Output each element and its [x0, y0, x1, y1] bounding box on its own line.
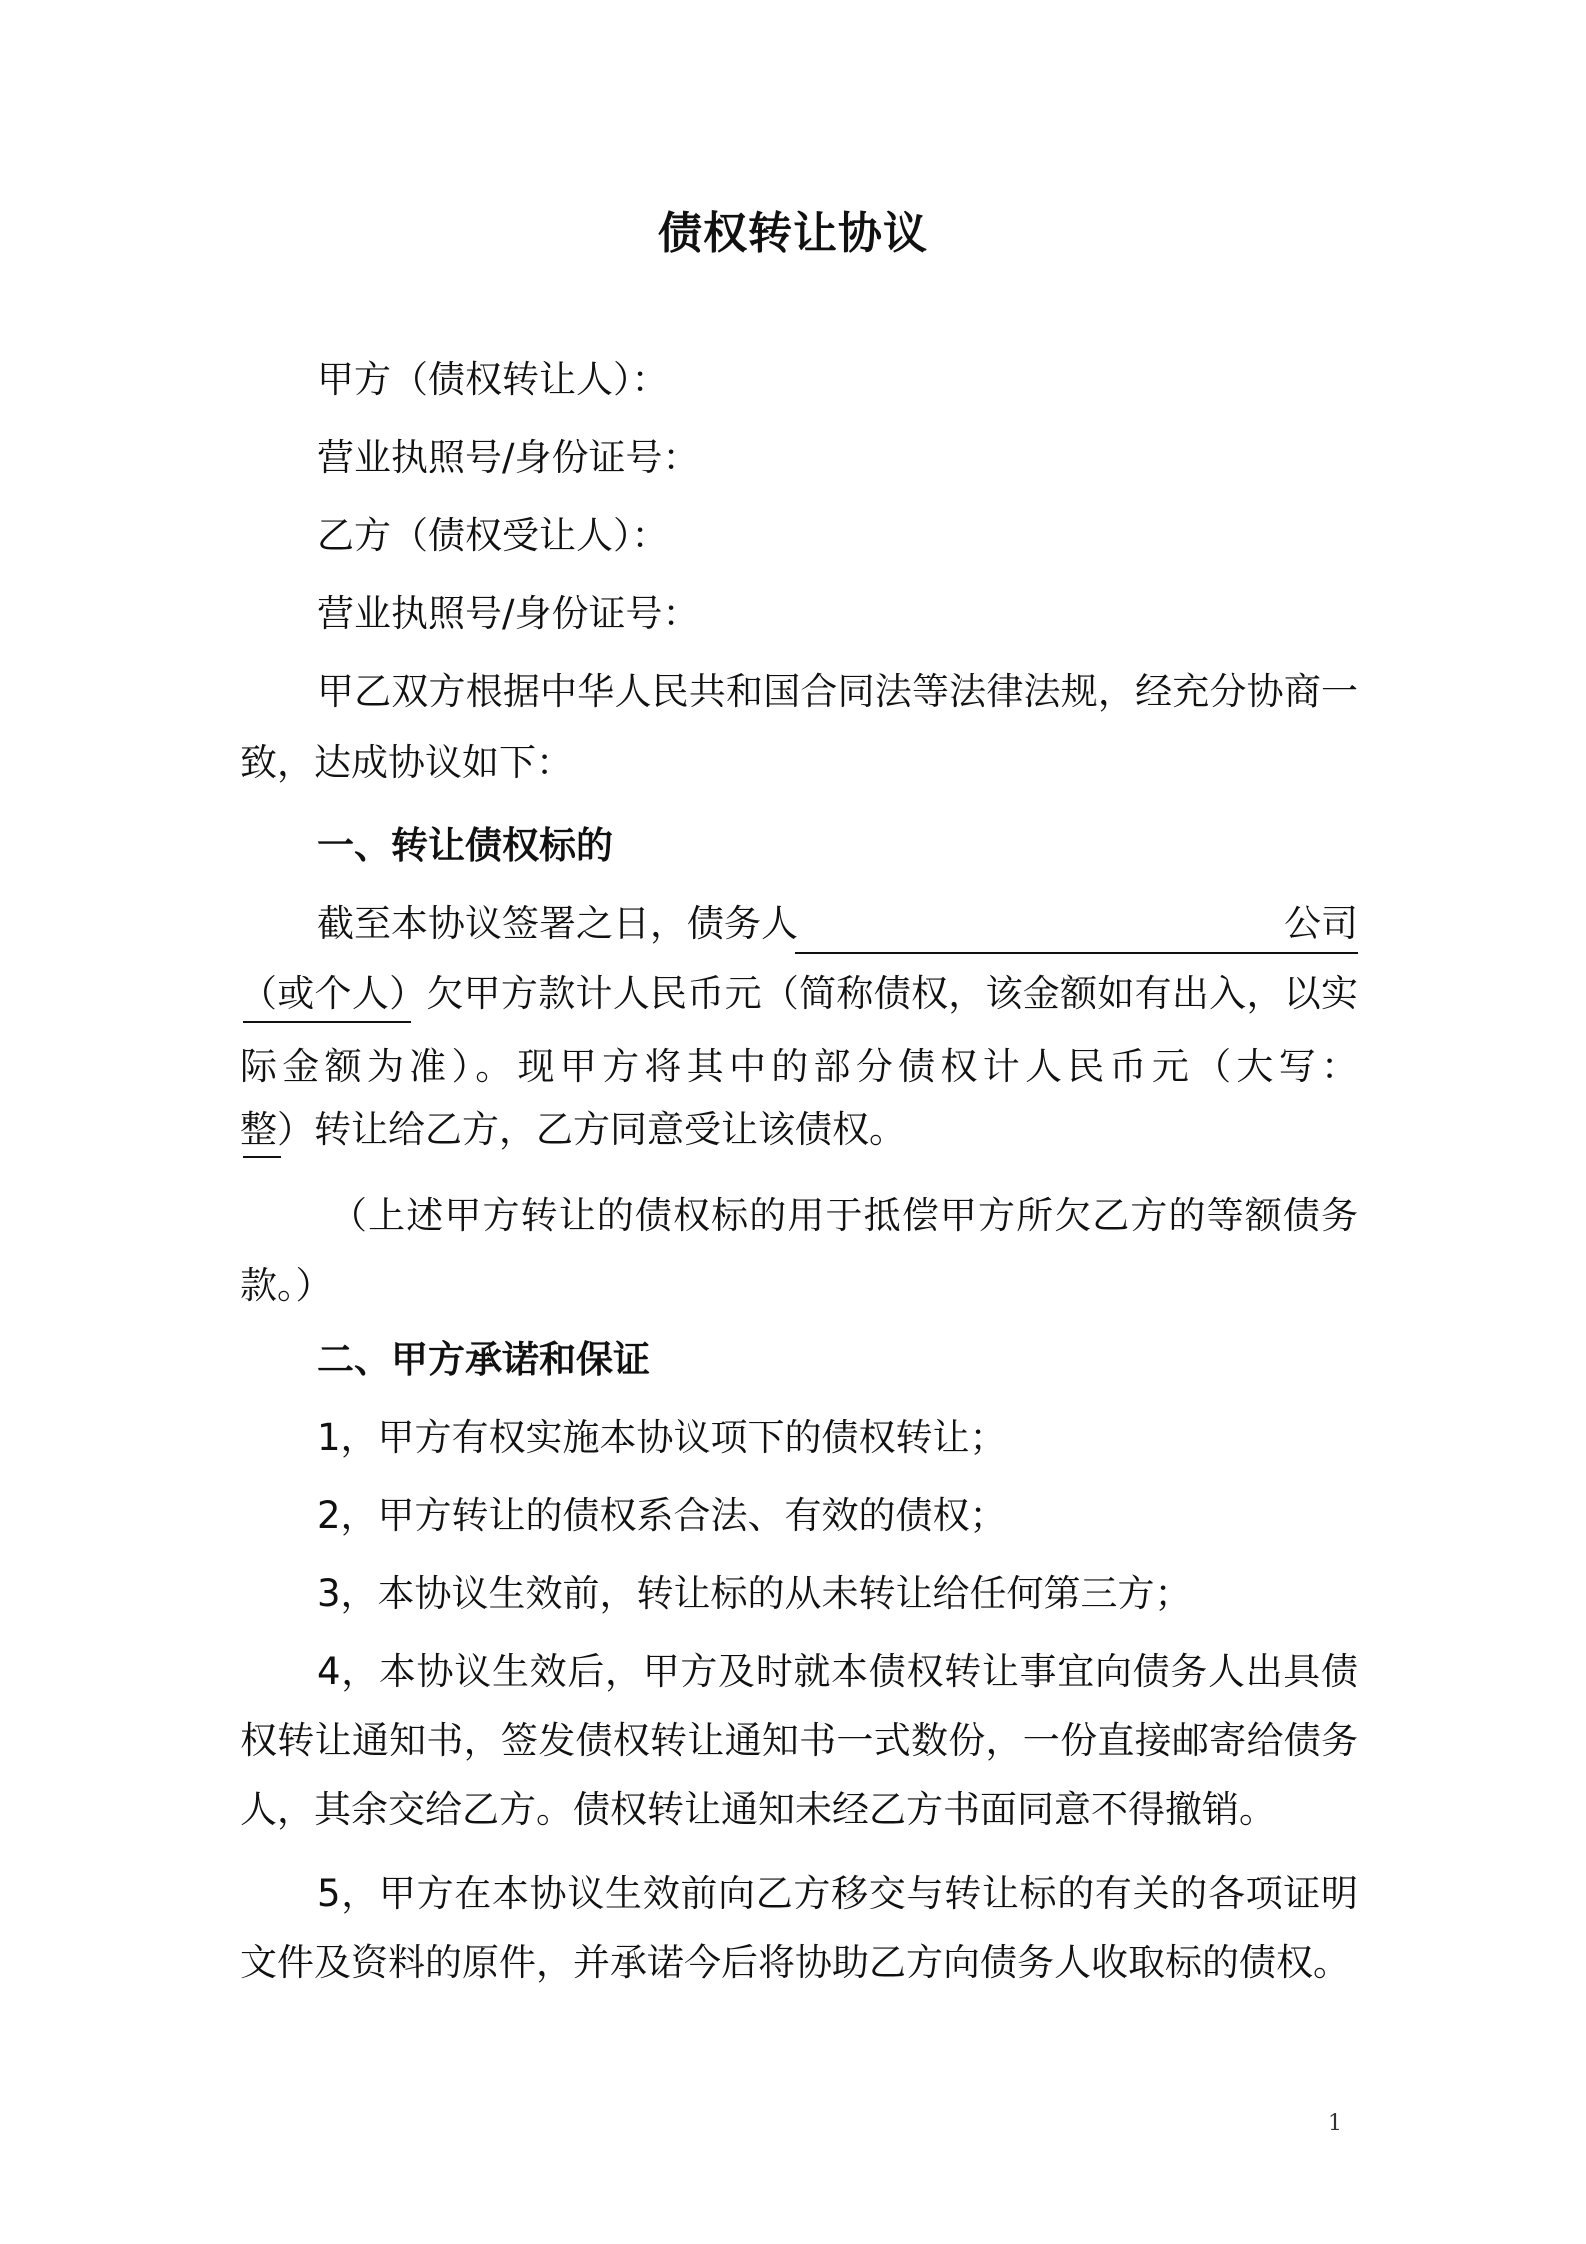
commitment-item-1: 1，甲方有权实施本协议项下的债权转让； — [317, 1416, 1007, 1459]
party-b-label: 乙方（债权受让人）： — [317, 514, 669, 557]
debtor-name-blank — [795, 952, 1358, 954]
commitment-item-2: 2，甲方转让的债权系合法、有效的债权； — [317, 1494, 1007, 1537]
offset-note-line-2: 款。） — [240, 1264, 333, 1307]
transfer-accept-line: 整）转让给乙方，乙方同意受让该债权。 — [240, 1108, 906, 1151]
debtor-line-prefix: 截至本协议签署之日，债务人 — [317, 902, 798, 945]
intro-line-1: 甲乙双方根据中华人民共和国合同法等法律法规，经充分协商一 — [317, 670, 1358, 713]
party-a-label: 甲方（债权转让人）： — [317, 358, 669, 401]
document-title: 债权转让协议 — [658, 208, 928, 259]
partial-transfer-line: 际金额为准）。现甲方将其中的部分债权计人民币元（大写： — [240, 1045, 1358, 1088]
section1-heading: 一、转让债权标的 — [317, 824, 613, 867]
section2-heading: 二、甲方承诺和保证 — [317, 1338, 650, 1381]
party-b-id-label: 营业执照号/身份证号： — [317, 592, 700, 635]
commitment-item-3: 3，本协议生效前，转让标的从未转让给任何第三方； — [317, 1572, 1192, 1615]
commitment-item-5-line-1: 5，甲方在本协议生效前向乙方移交与转让标的有关的各项证明 — [317, 1872, 1358, 1915]
party-a-id-label: 营业执照号/身份证号： — [317, 436, 700, 479]
commitment-item-4-line-1: 4，本协议生效后，甲方及时就本债权转让事宜向债务人出具债 — [317, 1650, 1358, 1693]
page-number: 1 — [1328, 2111, 1342, 2136]
debtor-company-suffix: 公司 — [1284, 902, 1358, 945]
debt-amount-line: （或个人）欠甲方款计人民币元（简称债权，该金额如有出入，以实 — [240, 972, 1358, 1015]
offset-note-line-1: （上述甲方转让的债权标的用于抵偿甲方所欠乙方的等额债务 — [330, 1194, 1358, 1237]
commitment-item-4-line-2: 权转让通知书，签发债权转让通知书一式数份，一份直接邮寄给债务 — [240, 1719, 1358, 1762]
commitment-item-4-line-3: 人，其余交给乙方。债权转让通知未经乙方书面同意不得撤销。 — [240, 1788, 1276, 1831]
intro-line-2: 致，达成协议如下： — [240, 741, 573, 784]
commitment-item-5-line-2: 文件及资料的原件，并承诺今后将协助乙方向债务人收取标的债权。 — [240, 1941, 1350, 1984]
